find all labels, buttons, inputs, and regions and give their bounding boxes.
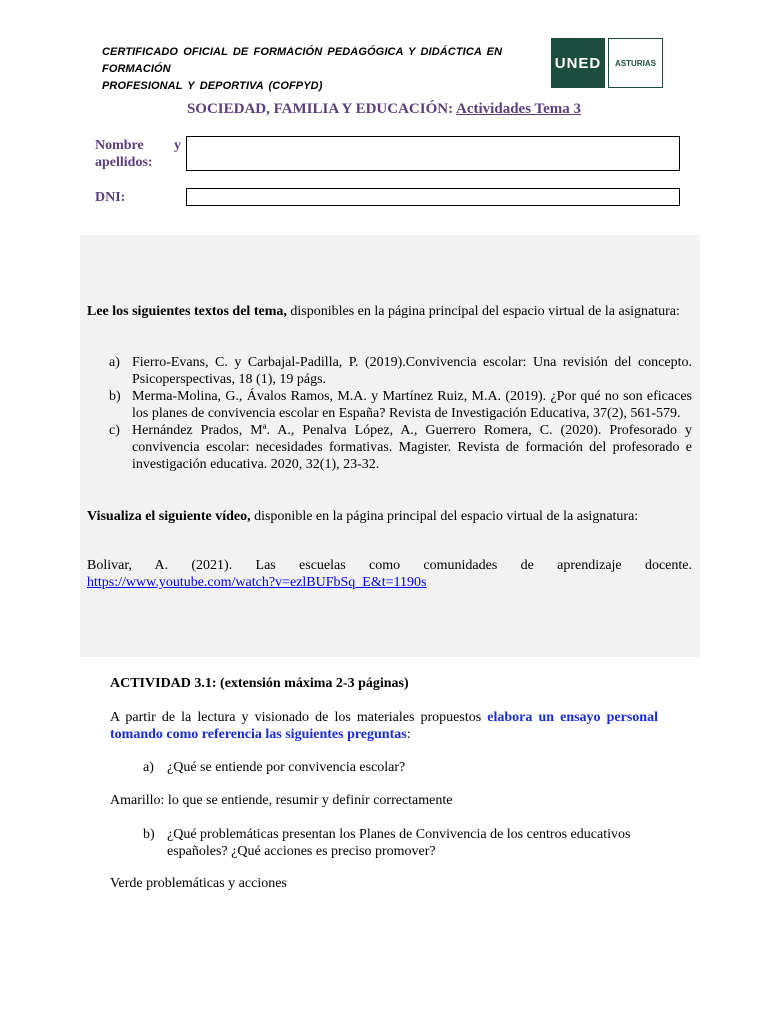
title-main: SOCIEDAD, FAMILIA Y EDUCACIÓN:	[186, 101, 454, 117]
dni-field[interactable]	[186, 188, 680, 206]
name-label-word2: y	[174, 138, 181, 153]
list-item-letter: c)	[109, 423, 120, 438]
dni-label: DNI:	[95, 190, 126, 205]
asturias-logo: ASTURIAS	[608, 38, 663, 88]
video-link[interactable]: https://www.youtube.com/watch?v=ezlBUFbSq_E&t=1190s	[87, 575, 427, 590]
readings-intro	[87, 303, 692, 320]
note-green: Verde problemáticas y acciones	[110, 876, 287, 891]
video-intro-rest: disponible en la página principal del espacio virtual de la asignatura:	[250, 509, 639, 524]
activity-intro-start: A partir de la lectura y visionado de los materiales propuestos	[110, 710, 488, 725]
list-item-text: Hernández Prados, Mª. A., Penalva López, A., Guerrero Romera, C. (2020). Profesorado y convivencia escolar: necesidades formativas. Magister. Revista de formación del profesorado e investigación educativa. 2020, 32(1), 23-32.	[132, 423, 692, 472]
readings-list	[87, 354, 692, 473]
activity-intro	[110, 709, 658, 743]
list-item-text: Merma-Molina, G., Ávalos Ramos, M.A. y Martínez Ruiz, M.A. (2019). ¿Por qué no son eficaces los planes de convivencia escolar en España? Revista de Investigación Educativa, 37(2), 561-579.	[132, 389, 692, 421]
activity-title: ACTIVIDAD 3.1: (extensión máxima 2-3 páginas)	[110, 676, 409, 691]
question-a	[143, 759, 663, 776]
name-label-line2: apellidos:	[95, 155, 153, 170]
video-intro	[87, 508, 677, 525]
question-b	[143, 826, 663, 860]
list-item	[87, 354, 692, 388]
question-text: ¿Qué problemáticas presentan los Planes de Convivencia de los centros educativos españoles? ¿Qué acciones es preciso promover?	[167, 827, 631, 859]
name-label	[95, 137, 181, 171]
page-title	[0, 101, 768, 118]
list-item-letter: a)	[109, 355, 120, 370]
video-reference	[87, 557, 692, 591]
uned-logo: UNED	[551, 38, 605, 88]
list-item-letter: b)	[109, 389, 121, 404]
readings-intro-bold: Lee los siguientes textos del tema,	[87, 304, 287, 319]
certificate-line-2: PROFESIONAL Y DEPORTIVA (COFPYD)	[102, 80, 323, 92]
question-text: ¿Qué se entiende por convivencia escolar?	[167, 760, 406, 775]
name-label-word1: Nombre	[95, 138, 144, 153]
certificate-line-1: CERTIFICADO OFICIAL DE FORMACIÓN PEDAGÓGICA Y DIDÁCTICA EN FORMACIÓN	[102, 46, 503, 75]
activity-intro-highlight: elabora un ensayo personal tomando como referencia las siguientes preguntas	[110, 710, 658, 742]
note-yellow: Amarillo: lo que se entiende, resumir y definir correctamente	[110, 793, 453, 808]
question-letter: a)	[143, 760, 154, 775]
certificate-header	[102, 44, 547, 95]
video-reference-text: Bolivar, A. (2021). Las escuelas como comunidades de aprendizaje docente.	[87, 558, 692, 573]
activity-intro-end: :	[406, 727, 411, 742]
list-item	[87, 422, 692, 473]
title-subtitle: Actividades Tema 3	[456, 101, 582, 117]
readings-intro-rest: disponibles en la página principal del espacio virtual de la asignatura:	[286, 304, 680, 319]
video-intro-bold: Visualiza el siguiente vídeo,	[87, 509, 251, 524]
question-letter: b)	[143, 827, 155, 842]
name-field[interactable]	[186, 136, 680, 171]
list-item-text: Fierro-Evans, C. y Carbajal-Padilla, P. (2019).Convivencia escolar: Una revisión del concepto. Psicoperspectivas, 18 (1), 19 págs.	[132, 355, 692, 387]
list-item	[87, 388, 692, 422]
